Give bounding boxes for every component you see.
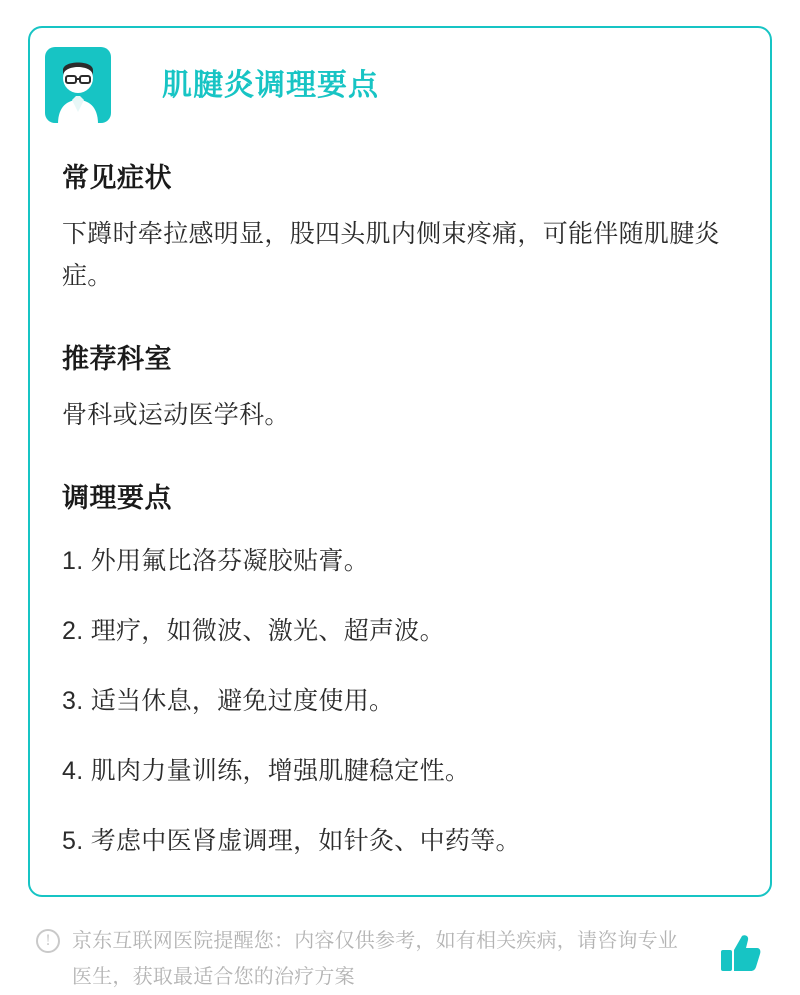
thumbs-up-icon[interactable] (718, 931, 762, 975)
section-text-department: 骨科或运动医学科。 (62, 401, 290, 429)
section-heading-department: 推荐科室 (62, 344, 172, 374)
list-item: 4. 肌肉力量训练，增强肌腱稳定性。 (62, 757, 471, 785)
advice-card (28, 26, 772, 897)
info-circle-icon: ! (36, 929, 60, 953)
list-item: 5. 考虑中医肾虚调理，如针灸、中药等。 (62, 827, 521, 855)
section-heading-care-points: 调理要点 (62, 483, 172, 513)
list-item: 2. 理疗，如微波、激光、超声波。 (62, 617, 445, 645)
footer-disclaimer (28, 923, 772, 995)
list-item: 3. 适当休息，避免过度使用。 (62, 687, 395, 715)
doctor-avatar-icon (44, 46, 112, 124)
care-points-list (62, 541, 738, 861)
list-item: 1. 外用氟比洛芬凝胶贴膏。 (62, 547, 369, 575)
section-heading-symptoms: 常见症状 (62, 163, 172, 193)
disclaimer-text: 京东互联网医院提醒您：内容仅供参考，如有相关疾病，请咨询专业医生，获取最适合您的治疗方案 (72, 930, 678, 988)
section-text-symptoms: 下蹲时牵拉感明显，股四头肌内侧束疼痛，可能伴随肌腱炎症。 (62, 220, 720, 290)
page-title: 肌腱炎调理要点 (162, 69, 379, 102)
